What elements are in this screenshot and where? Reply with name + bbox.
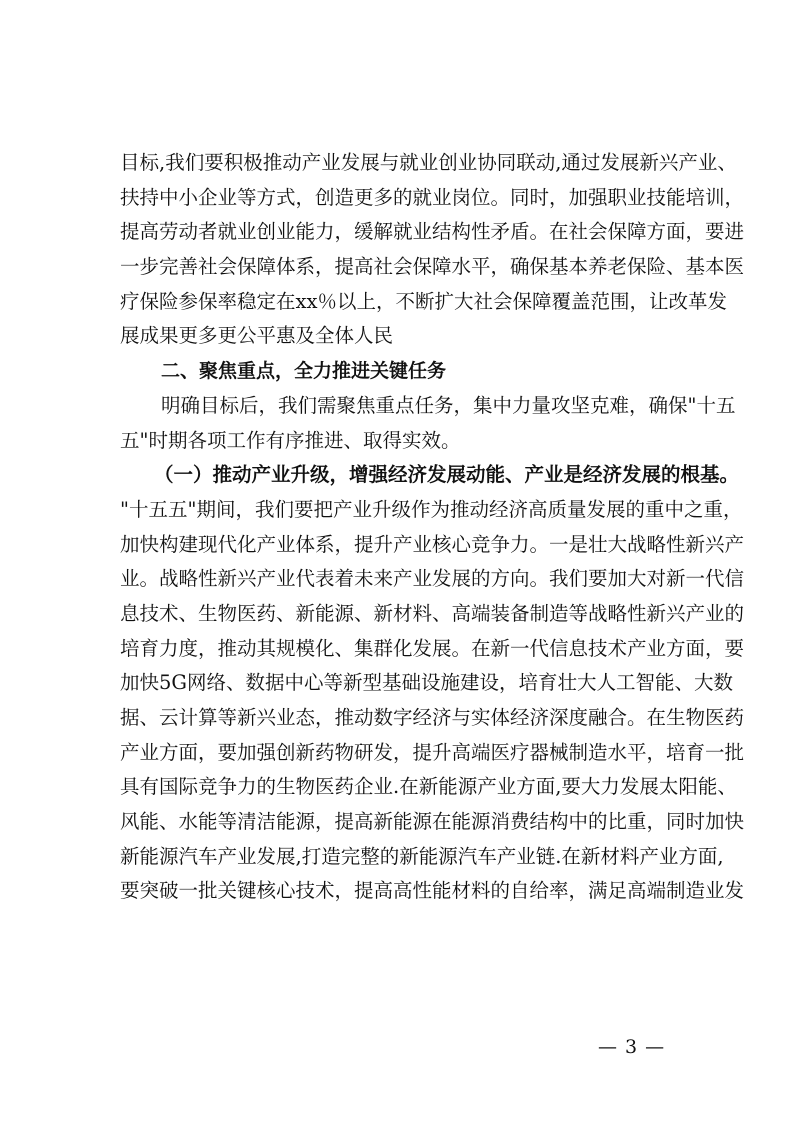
body-line: "十五五"期间，我们要把产业升级作为推动经济高质量发展的重中之重， xyxy=(120,497,743,521)
body-line: 疗保险参保率稳定在xx％以上，不断扩大社会保障覆盖范围，让改革发 xyxy=(120,289,727,313)
body-line: 明确目标后，我们需聚焦重点任务，集中力量攻坚克难，确保"十五 xyxy=(161,393,736,417)
body-line: 据、云计算等新兴业态，推动数字经济与实体经济深度融合。在生物医药 xyxy=(120,706,745,729)
section-heading: 二、聚焦重点，全力推进关键任务 xyxy=(161,360,447,383)
body-line: 加快构建现代化产业体系，提升产业核心竞争力。一是壮大战略性新兴产 xyxy=(120,532,745,556)
body-line: 要突破一批关键核心技术，提高高性能材料的自给率，满足高端制造业发 xyxy=(120,879,745,903)
body-line: 具有国际竞争力的生物医药企业.在新能源产业方面,要大力发展太阳能、 xyxy=(120,775,737,799)
body-line: 目标,我们要积极推动产业发展与就业创业协同联动,通过发展新兴产业、 xyxy=(120,151,737,174)
body-line: 产业方面，要加强创新药物研发，提升高端医疗器械制造水平，培育一批 xyxy=(120,740,745,764)
body-line: 提高劳动者就业创业能力，缓解就业结构性矛盾。在社会保障方面，要进 xyxy=(120,220,745,244)
page-number: — 3 — xyxy=(598,1036,666,1058)
body-line: 扶持中小企业等方式，创造更多的就业岗位。同时，加强职业技能培训， xyxy=(120,185,745,209)
subsection-heading: （一）推动产业升级，增强经济发展动能、产业是经济发展的根基。 xyxy=(154,463,740,487)
document-body xyxy=(120,146,745,909)
body-line: 一步完善社会保障体系，提高社会保障水平，确保基本养老保险、基本医 xyxy=(120,255,745,279)
body-line: 业。战略性新兴产业代表着未来产业发展的方向。我们要加大对新一代信 xyxy=(120,567,745,591)
body-line: 息技术、生物医药、新能源、新材料、高端装备制造等战略性新兴产业的 xyxy=(120,601,745,625)
body-line: 加快5G网络、数据中心等新型基础设施建设，培育壮大人工智能、大数 xyxy=(120,671,733,695)
body-line: 五"时期各项工作有序推进、取得实效。 xyxy=(120,428,461,452)
body-line: 展成果更多更公平惠及全体人民 xyxy=(120,324,394,348)
body-line: 风能、水能等清洁能源，提高新能源在能源消费结构中的比重，同时加快 xyxy=(120,810,745,834)
body-line: 培育力度，推动其规模化、集群化发展。在新一代信息技术产业方面，要 xyxy=(120,636,745,660)
body-line: 新能源汽车产业发展,打造完整的新能源汽车产业链.在新材料产业方面, xyxy=(120,844,724,868)
